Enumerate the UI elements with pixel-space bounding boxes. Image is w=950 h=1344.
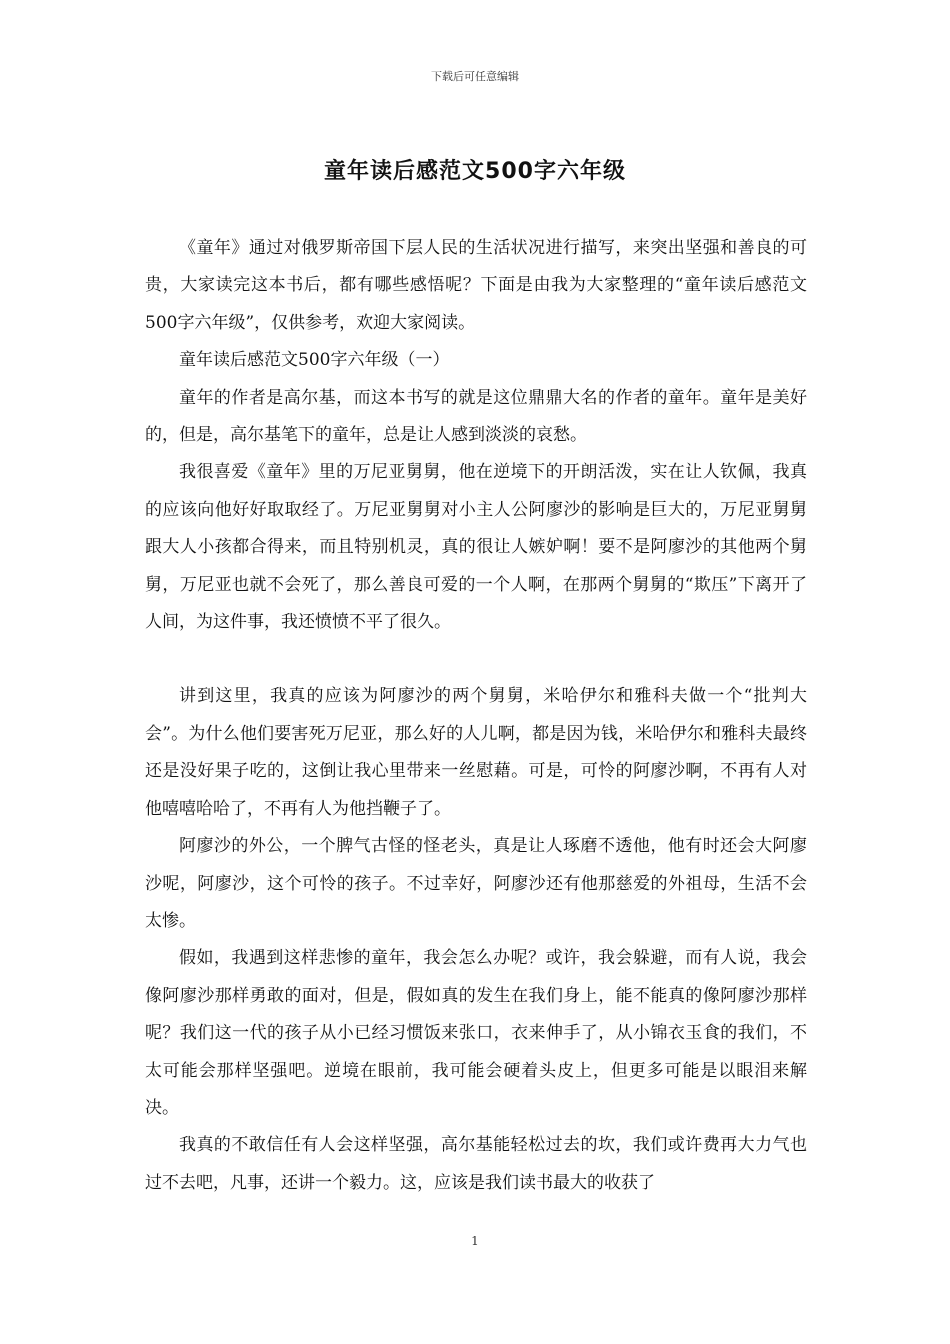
section-heading: 童年读后感范文500字六年级（一）	[179, 350, 450, 371]
body-paragraph: 我真的不敢信任有人会这样坚强，高尔基能轻松过去的坎，我们或许费再大力气也过不去吧，凡事，还讲一个毅力。这，应该是我们读书最大的收获了	[145, 1135, 807, 1193]
body-paragraph: 阿廖沙的外公，一个脾气古怪的怪老头，真是让人琢磨不透他，他有时还会大阿廖沙呢，阿廖沙，这个可怜的孩子。不过幸好，阿廖沙还有他那慈爱的外祖母，生活不会太惨。	[145, 836, 807, 931]
body-paragraph: 讲到这里，我真的应该为阿廖沙的两个舅舅，米哈伊尔和雅科夫做一个“批判大会”。为什么他们要害死万尼亚，那么好的人儿啊，都是因为钱，米哈伊尔和雅科夫最终还是没好果子吃的，这倒让我心里带来一丝慰藉。可是，可怜的阿廖沙啊，不再有人对他嘻嘻哈哈了，不再有人为他挡鞭子了。	[145, 686, 807, 819]
body-paragraph: 我很喜爱《童年》里的万尼亚舅舅，他在逆境下的开朗活泼，实在让人钦佩，我真的应该向他好好取取经了。万尼亚舅舅对小主人公阿廖沙的影响是巨大的，万尼亚舅舅跟大人小孩都合得来，而且特别机灵，真的很让人嫉妒啊！要不是阿廖沙的其他两个舅舅，万尼亚也就不会死了，那么善良可爱的一个人啊，在那两个舅舅的“欺压”下离开了人间，为这件事，我还愤愤不平了很久。	[145, 462, 807, 633]
intro-paragraph: 《童年》通过对俄罗斯帝国下层人民的生活状况进行描写，来突出坚强和善良的可贵，大家读完这本书后，都有哪些感悟呢？下面是由我为大家整理的“童年读后感范文500字六年级”，仅供参考，欢迎大家阅读。	[145, 238, 807, 333]
header-note: 下载后可任意编辑	[431, 70, 519, 83]
body-paragraph: 假如，我遇到这样悲惨的童年，我会怎么办呢？或许，我会躲避，而有人说，我会像阿廖沙那样勇敢的面对，但是，假如真的发生在我们身上，能不能真的像阿廖沙那样呢？我们这一代的孩子从小已经习惯饭来张口，衣来伸手了，从小锦衣玉食的我们，不太可能会那样坚强吧。逆境在眼前，我可能会硬着头皮上，但更多可能是以眼泪来解决。	[145, 948, 807, 1118]
body-text	[145, 230, 807, 1202]
page-number: 1	[471, 1234, 479, 1248]
body-paragraph: 童年的作者是高尔基，而这本书写的就是这位鼎鼎大名的作者的童年。童年是美好的，但是，高尔基笔下的童年，总是让人感到淡淡的哀愁。	[145, 387, 807, 446]
page-title: 童年读后感范文500字六年级	[324, 159, 626, 184]
